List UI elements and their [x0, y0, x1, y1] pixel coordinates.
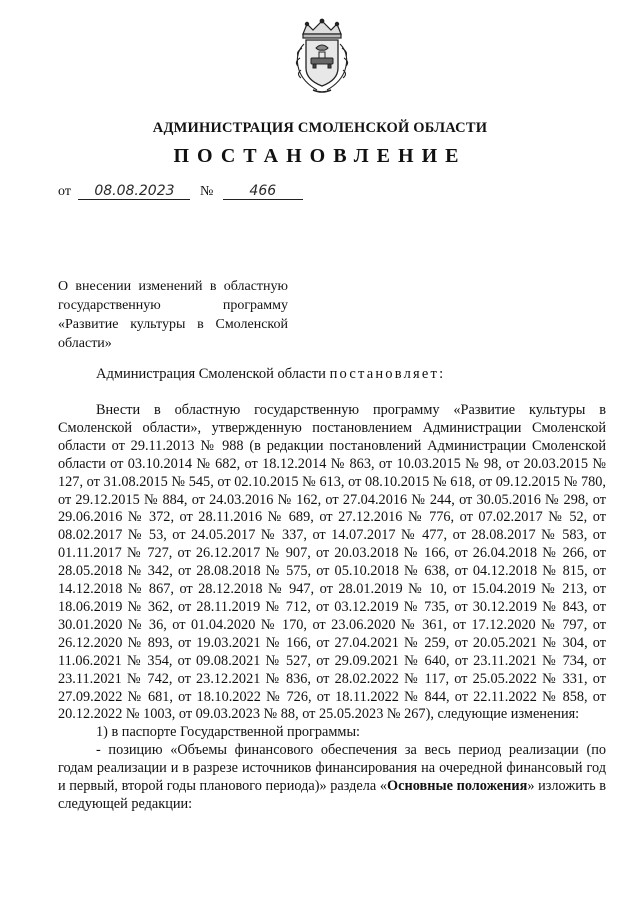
resolution-prefix: Администрация Смоленской области: [96, 366, 326, 382]
document-subject: О внесении изменений в областную государственную программу «Развитие культуры в Смоленской области»: [58, 279, 288, 351]
document-body: [58, 402, 606, 814]
position-text-start: - позицию «Объемы финансового обеспечения за весь период реализации (по годам реализации и в разрезе источников финансирования на очередной финансовый год и первый, второй годы планового периода)» раздела «: [58, 742, 606, 795]
date-number-line: [58, 183, 303, 205]
handwritten-number: 466: [223, 183, 303, 200]
position-section-name: Основные положения: [387, 778, 528, 795]
number-label: №: [199, 184, 214, 199]
organization-title: АДМИНИСТРАЦИЯ СМОЛЕНСКОЙ ОБЛАСТИ: [152, 120, 488, 136]
body-paragraph-main: Внести в областную государственную программу «Развитие культуры в Смоленской области», утвержденную постановлением Администрации Смоленской области от 29.11.2013 № 988 (в редакции постановлений Администрации Смоленской области от 03.10.2014 № 682, от 18.12.2014 № 863, от 10.03.2015 № 98, от 20.03.2015 № 127, от 31.08.2015 № 545, от 02.10.2015 № 613, от 08.10.2015 № 618, от 09.12.2015 № 780, от 29.12.2015 № 884, от 24.03.2016 № 162, от 27.04.2016 № 244, от 30.05.2016 № 298, от 29.06.2016 № 372, от 28.11.2016 № 689, от 27.12.2016 № 776, от 07.02.2017 № 52, от 08.02.2017 № 53, от 24.05.2017 № 337, от 14.07.2017 № 477, от 28.08.2017 № 583, от 01.11.2017 № 727, от 26.12.2017 № 907, от 20.03.2018 № 166, от 26.04.2018 № 266, от 28.05.2018 № 342, от 28.08.2018 № 575, от 05.10.2018 № 638, от 04.12.2018 № 815, от 14.12.2018 № 867, от 28.12.2018 № 947, от 28.01.2019 № 10, от 15.04.2019 № 213, от 18.06.2019 № 362, от 28.11.2019 № 712, от 03.12.2019 № 735, от 30.12.2019 № 843, от 30.01.2020 № 36, от 01.04.2020 № 170, от 23.06.2020 № 361, от 17.12.2020 № 797, от 26.12.2020 № 893, от 19.03.2021 № 166, от 27.04.2021 № 259, от 20.05.2021 № 304, от 11.06.2021 № 354, от 09.08.2021 № 527, от 29.09.2021 № 640, от 23.11.2021 № 734, от 23.11.2021 № 742, от 23.12.2021 № 836, от 28.02.2022 № 117, от 25.05.2022 № 331, от 27.09.2022 № 681, от 18.10.2022 № 726, от 18.11.2022 № 844, от 22.11.2022 № 858, от 20.12.2022 № 1003, от 09.03.2023 № 88, от 25.05.2023 № 267), следующие изменения:: [58, 402, 606, 723]
resolution-verb: постановляет:: [329, 366, 446, 382]
body-item-passport: 1) в паспорте Государственной программы:: [96, 724, 361, 741]
smolensk-coat-of-arms-icon: [289, 18, 355, 96]
position-text-end: » изложить в следующей редакции:: [58, 778, 607, 812]
handwritten-date: 08.08.2023: [78, 183, 190, 200]
resolution-phrase: [96, 366, 445, 383]
date-label: от: [58, 184, 71, 199]
body-item-position: [58, 742, 606, 814]
document-type-title: ПОСТАНОВЛЕНИЕ: [173, 145, 467, 167]
